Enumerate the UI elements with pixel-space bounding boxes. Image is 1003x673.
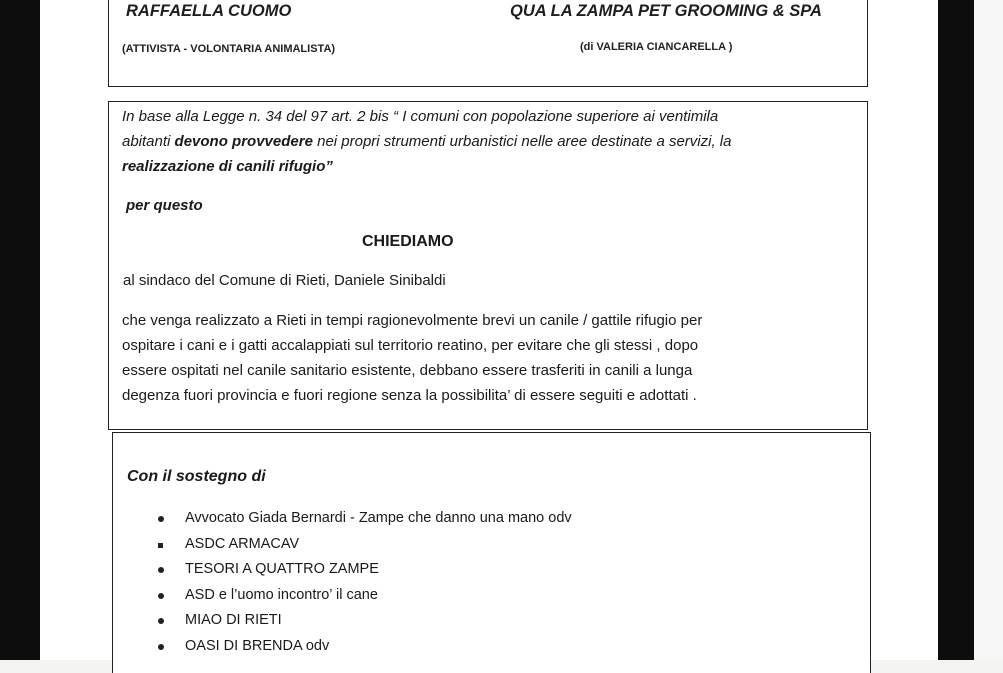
scan-border-right [938,0,974,660]
addressee-line: al sindaco del Comune di Rieti, Daniele Sinibaldi [123,272,446,289]
support-heading: Con il sostegno di [127,468,266,485]
scan-border-left [0,0,40,660]
signatory-role-2: (di VALERIA CIANCARELLA ) [580,41,733,53]
supporter-item: OASI DI BRENDA odv [155,634,572,660]
request-line-4: degenza fuori provincia e fuori regione senza la possibilita’ di essere seguiti e adottati . [122,387,697,404]
signatory-name-1: RAFFAELLA CUOMO [126,2,292,20]
request-heading: CHIEDIAMO [362,233,454,250]
request-line-1: che venga realizzato a Rieti in tempi ragionevolmente brevi un canile / gattile rifugio per [122,312,703,329]
law-paragraph [122,104,731,179]
request-line-3: essere ospitati nel canile sanitario esistente, debbano essere trasferiti in canili a lunga [122,362,693,379]
bullet-icon [158,593,164,599]
per-questo-text: per questo [126,197,203,214]
bullet-icon [158,644,164,650]
signatory-role-1: (ATTIVISTA - VOLONTARIA ANIMALISTA) [122,43,336,55]
bullet-icon [158,516,164,522]
scan-margin-right [974,0,1003,660]
law-line-1: In base alla Legge n. 34 del 97 art. 2 bis “ I comuni con popolazione superiore ai ventimila [122,108,719,125]
supporter-item: ASDC ARMACAV [155,532,572,558]
square-bullet-icon [158,543,163,548]
bullet-icon [158,618,164,624]
supporter-item: Avvocato Giada Bernardi - Zampe che danno una mano odv [155,506,572,532]
request-body [122,308,702,408]
supporter-item: MIAO DI RIETI [155,608,572,634]
law-line-2: abitanti devono provvedere nei propri strumenti urbanistici nelle aree destinate a servizi, la [122,133,732,150]
supporter-item: TESORI A QUATTRO ZAMPE [155,557,572,583]
request-line-2: ospitare i cani e i gatti accalappiati sul territorio reatino, per evitare che gli stessi , dopo [122,337,699,354]
supporters-list [155,506,572,659]
signatory-name-2: QUA LA ZAMPA PET GROOMING & SPA [510,2,822,20]
bullet-icon [158,567,164,573]
supporter-item: ASD e l’uomo incontro’ il cane [155,583,572,609]
law-line-3: realizzazione di canili rifugio” [122,158,333,175]
